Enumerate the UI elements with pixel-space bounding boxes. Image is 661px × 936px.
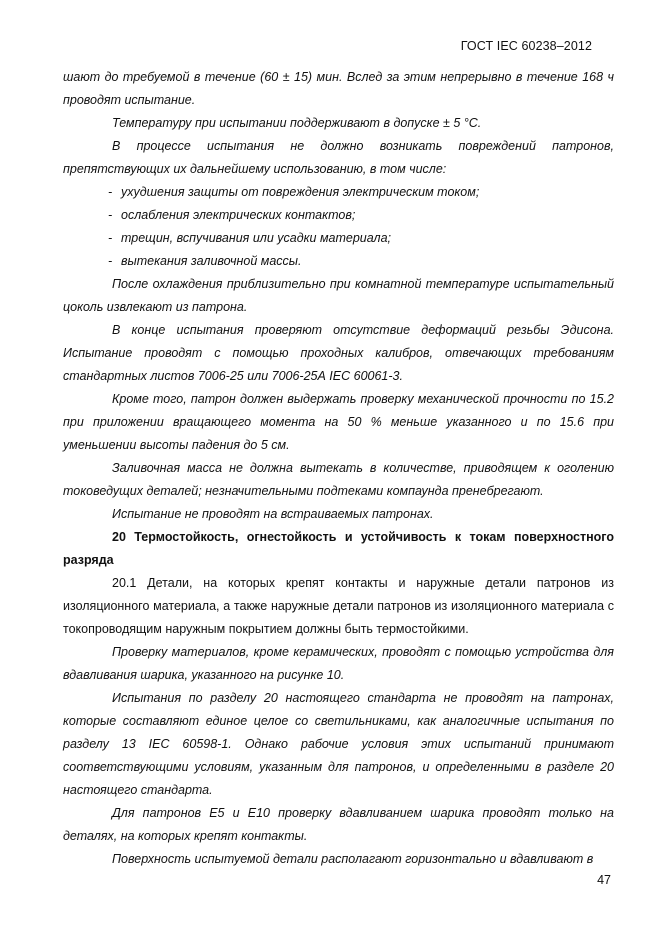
paragraph-temperature: Температуру при испытании поддерживают в допуске ± 5 °С. [112, 116, 482, 130]
list-item: - ослабления электрических контактов; [108, 208, 356, 222]
list-item: - трещин, вспучивания или усадки материала; [108, 231, 392, 245]
section-heading: 20 Термостойкость, огнестойкость и устойчивость к токам поверхностного разряда [63, 530, 614, 567]
paragraph-embedded: Испытание не проводят на встраиваемых патронах. [112, 507, 434, 521]
paragraph-edison-thread: В конце испытания проверяют отсутствие деформаций резьбы Эдисона. Испытание проводят с помощью проходных калибров, отвечающих требованиям стандартных листов 7006-25 или 7006-25А IEC 60061-3. [63, 323, 614, 383]
list-item: - ухудшения защиты от повреждения электрическим током; [108, 185, 480, 199]
paragraph-surface: Поверхность испытуемой детали располагают горизонтально и вдавливают в [112, 852, 594, 866]
paragraph-20-1: 20.1 Детали, на которых крепят контакты и наружные детали патронов из изоляционного материала, а также наружные детали патронов из изоляционного материала с токопроводящим наружным покрытием должны быть термостойкими. [63, 576, 614, 636]
paragraph-ball-test: Проверку материалов, кроме керамических, проводят с помощью устройства для вдавливания шарика, указанного на рисунке 10. [63, 645, 614, 682]
paragraph-cooling: После охлаждения приблизительно при комнатной температуре испытательный цоколь извлекают из патрона. [63, 277, 614, 314]
paragraph-e5-e10: Для патронов Е5 и Е10 проверку вдавливанием шарика проводят только на деталях, на которых крепят контакты. [63, 806, 614, 843]
paragraph-luminaires: Испытания по разделу 20 настоящего стандарта не проводят на патронах, которые составляют единое целое со светильниками, как аналогичные испытания по разделу 13 IEC 60598-1. Однако рабочие условия этих испытаний принимают соответствующими условиям, указанным для патронов, и определенными в разделе 20 настоящего стандарта. [63, 691, 614, 797]
paragraph-continuation: шают до требуемой в течение (60 ± 15) мин. Вслед за этим непрерывно в течение 168 ч проводят испытание. [63, 70, 614, 107]
paragraph-damage: В процессе испытания не должно возникать повреждений патронов, препятствующих их дальнейшему использованию, в том числе: [63, 139, 614, 176]
paragraph-mechanical: Кроме того, патрон должен выдержать проверку механической прочности по 15.2 при приложении вращающего момента на 50 % меньше указанного и по 15.6 при уменьшении высоты падения до 5 см. [63, 392, 614, 452]
paragraph-compound: Заливочная масса не должна вытекать в количестве, приводящем к оголению токоведущих деталей; незначительными подтеками компаунда пренебрегают. [63, 461, 614, 498]
page-number: 47 [597, 873, 611, 887]
list-item: - вытекания заливочной массы. [108, 254, 302, 268]
document-body [63, 66, 614, 871]
document-header: ГОСТ IEC 60238–2012 [460, 39, 592, 53]
